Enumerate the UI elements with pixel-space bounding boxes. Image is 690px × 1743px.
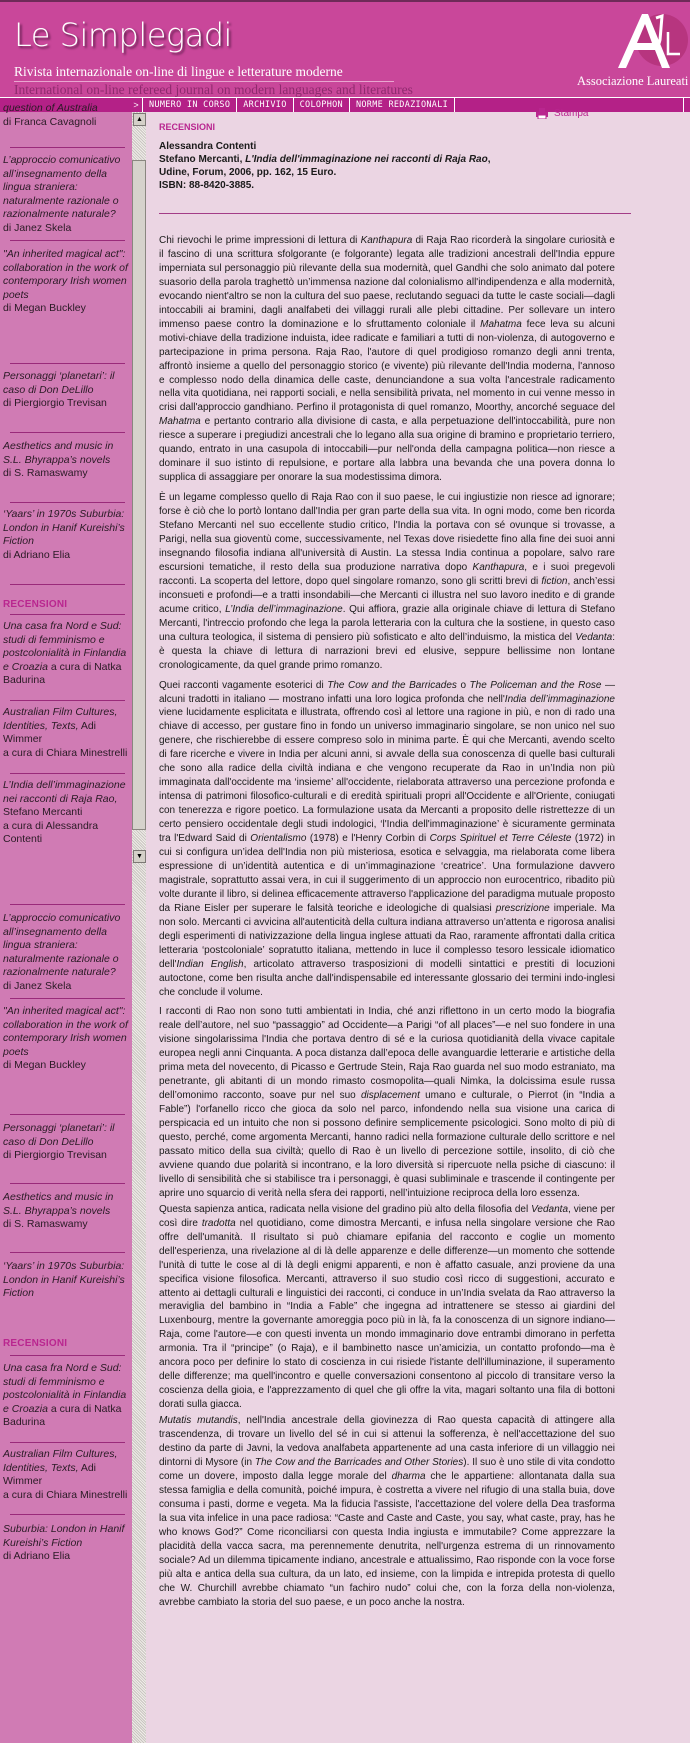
sidebar-divider xyxy=(10,584,125,585)
sidebar-divider xyxy=(10,1442,125,1443)
paragraph: Questa sapienza antica, radicata nella visione del gradino più alto della filosofia del Vedanta, viene per così dire tradotta nel quotidiano, come dimostra Mercanti, e infusa nella singolare versione che Rao offre dell'umanità. Il risultato si può chiamare epifania del racconto e coglie un momento dell'esperienza, una rivelazione al di là delle apparenze e delle differenze—un momento che sottende l'unità di tutte le cose al di là degli enigmi apparenti, e non è affatto casuale, anzi proviene da una specifica visione filosofica. Mercanti, attraverso il suo studio così ricco di suggestioni, accurato e attento ai dettagli culturali e linguistici dei racconti, ci conduce in un’India svelata da Rao attraverso la meraviglia del bambino in “India a Fable” che ingegna ad intrattenere se stesso ai giardini del Luxenbourg, mentre la governante amoreggia poco più in là, fa la conoscenza di un signore indiano—Raja, come l'autore—e con questi inventa un mondo immaginario dove entrambi dimorano in perfetta armonia. Tra il “principe” (o Raja), e il bambinetto nasce un’amicizia, un contatto profondo—ma è ancora poco per definire lo stato di coscienza in cui risiede l'istante dell'illuminazione, il superamento delle differenze; ma quell'incontro e quelle conversazioni consentono al piccolo di transitare verso la coscienza della gioia, e l'apprezzamento di quel che gli offre la vita, magari soltanto una fila di bottoni dorati sulla giacca. xyxy=(159,1203,615,1411)
sidebar-article[interactable]: ‘Yaars’ in 1970s Suburbia: London in Hanif Kureishi’s Fiction xyxy=(3,1260,125,1299)
sidebar-divider xyxy=(10,502,125,503)
sidebar-divider xyxy=(10,363,125,364)
sidebar-divider xyxy=(10,1114,125,1115)
sidebar-divider xyxy=(10,432,125,433)
sidebar-review-current[interactable]: L’India dell’immaginazione nei racconti di Raja Rao, Stefano Mercanti a cura di Alessandra Contenti xyxy=(3,779,126,845)
publication-info: Udine, Forum, 2006, pp. 162, 15 Euro. xyxy=(159,167,337,178)
site-subtitle-italian: Rivista internazionale on-line di lingue e letterature moderne xyxy=(14,64,343,79)
scrollbar-thumb[interactable] xyxy=(132,160,146,830)
arrow-down-icon: ▼ xyxy=(136,853,143,860)
sidebar-article[interactable]: "An inherited magical act": collaboration in the work of contemporary Irish women poets di Megan Buckley xyxy=(3,248,128,314)
sidebar-article[interactable]: ‘Yaars’ in 1970s Suburbia: London in Hanif Kureishi’s Fiction di Adriano Elia xyxy=(3,508,125,561)
sidebar-divider xyxy=(10,998,125,999)
sidebar xyxy=(0,102,132,1743)
sidebar-article[interactable]: Aesthetics and music in S.L. Bhyrappa’s novels di S. Ramaswamy xyxy=(3,440,114,479)
article-content xyxy=(146,108,690,1743)
section-label: RECENSIONI xyxy=(159,122,216,132)
sidebar-divider xyxy=(10,904,125,905)
sidebar-article[interactable]: L’approccio comunicativo all’insegnamento della lingua straniera: naturalmente razionale o razionalmente naturale? di Janez Skela xyxy=(3,912,121,992)
book-reference: Stefano Mercanti, L'India dell'immaginazione nei racconti di Raja Rao, xyxy=(159,154,491,165)
ail-logo-icon[interactable] xyxy=(612,10,688,70)
review-body xyxy=(159,234,615,1615)
arrow-up-icon: ▲ xyxy=(136,116,143,123)
sidebar-reviews-heading[interactable]: RECENSIONI xyxy=(3,599,68,610)
paragraph: Chi rievochi le prime impressioni di lettura di Kanthapura di Raja Rao ricorderà la singolare curiosità e il fascino di una scrittura sfolgorante (e folgorante) legata alle tradizioni ancestrali dell'India eppure imperniata sul personaggio più rilevante della sua modernità, quel Gandhi che solo animato dal potere suasorio della parola traghettò un’immensa nazione dal colonialismo all'indipendenza e alla modernità, evocando nient'altro se non la cultura del suo paese, reclutando seguaci da tutte le caste sociali—dagli intoccabili ai bramini, dagli analfabeti dei villaggi rurali alle plebi cittadine. Per sollevare un intero immenso paese contro la dominazione e lo sfruttamento coloniale il Mahatma fece leva su alcuni motivi-chiave della tradizione induista, idee radicate e familiari a tutti di non-violenza, di autogoverno e partecipazione in prima persona. Raja Rao, l'autore di quel prodigioso romanzo degli anni trenta, affrontò insieme a quello del personaggio storico (e vivente) più rilevante dell'India moderna, l'annoso e complesso nodo della dinamica delle caste, denunciandone a sua volta l'ancestrale radicamento nella vita quotidiana, nei rapporti sociali, e nella sensibilità privata, nel momento in cui venne messo in crisi dall'approccio gandhiano. Perfino il protagonista di quel romanzo, Moorthy, ancorché seguace del Mahatma e pertanto contrario alla divisione di casta, e alla perpetuazione dell'intoccabilità, pure non riesce a superare i pregiudizi ancestrali che lo legano alla sua origine di bramino e proprietario terriero, quando, entrato in una casupola di intoccabili—pur nell'onda della campagna politica—non riesce a dominare il suo istinto di repulsione, e portare alla labbra una bevanda che una povera donna lo supplica di assaggiare per onorare la sua modestissima dimora. xyxy=(159,235,615,484)
sidebar-review[interactable]: Australian Film Cultures, Identities, Texts, Adi Wimmer a cura di Chiara Minestrelli xyxy=(3,706,128,759)
nav-archivio[interactable]: ARCHIVIO xyxy=(237,98,293,112)
scroll-up-button[interactable] xyxy=(133,113,146,126)
sidebar-article[interactable]: question of Australia di Franca Cavagnoli xyxy=(3,102,98,128)
sidebar-article[interactable]: Suburbia: London in Hanif Kureishi’s Fiction di Adriano Elia xyxy=(3,1523,125,1562)
citation-divider xyxy=(159,213,631,214)
sidebar-article[interactable]: "An inherited magical act": collaboration in the work of contemporary Irish women poets di Megan Buckley xyxy=(3,1005,128,1071)
sidebar-divider xyxy=(10,1183,125,1184)
sidebar-divider xyxy=(10,147,125,148)
nav-expand-arrow[interactable]: > xyxy=(130,98,143,112)
sidebar-divider xyxy=(10,700,125,701)
sidebar-article[interactable]: Personaggi ‘planetari’: il caso di Don DeLillo di Piergiorgio Trevisan xyxy=(3,370,115,409)
sidebar-divider xyxy=(10,1252,125,1253)
sidebar-article[interactable]: Personaggi ‘planetari’: il caso di Don DeLillo di Piergiorgio Trevisan xyxy=(3,1122,115,1161)
paragraph: I racconti di Rao non sono tutti ambientati in India, ché anzi riflettono in un certo modo la biografia reale dell’autore, nel suo “passaggio” ad Occidente—a Parigi “of all places”—e nel suo fondere in una visione singolarissima l'India che portava dentro di sé e la curiosa quotidianità della vivace capitale europea negli anni Cinquanta. A poca distanza dall’epoca delle avanguardie letterarie e artistiche della prima meta del novecento, di Picasso e Gertrude Stein, Raja Rao guarda nel suo modo estraniato, ma penetrante, gli abitanti di un mondo rimasto cosmopolita—quali Nimka, la dolcissima esule russa dell’omonimo racconto, soave pur nel suo displacement umano e culturale, o Pierrot (in “India a Fable”) l'orfanello ricco che gioca da solo nel parco, infondendo nella sua visione una carica di perspicacia ed un intuito che non si possono definire semplicemente psicologici. Sono molto di più di questo, perché, come argomenta Mercanti, hanno radici nella formazione culturale dello scrittore e nel passato mitico della sua civiltà; quello di Rao è un livello di percezione sottile, insolito, di ciò che avviene quando due polarità si incontrano, e la loro diversità si ripercuote nella psiche di ciascuno: il livello di sensibilità che si stabilisce tra i personaggi, è quasi subliminale e trascende il contingente per aprire uno squarcio di verità nella sfera dei rapporti, nell’intuizione reciproca della loro essenza. xyxy=(159,1006,615,1199)
sidebar-divider xyxy=(10,240,125,241)
review-citation xyxy=(159,140,491,192)
nav-numero-in-corso[interactable]: NUMERO IN CORSO xyxy=(143,98,237,112)
sidebar-divider xyxy=(10,773,125,774)
association-name: Associazione Laureati xyxy=(577,74,689,88)
sidebar-article[interactable]: L’approccio comunicativo all’insegnamento della lingua straniera: naturalmente razionale o razionalmente naturale? di Janez Skela xyxy=(3,154,121,234)
sidebar-reviews-heading[interactable]: RECENSIONI xyxy=(3,1338,68,1349)
nav-colophon[interactable]: COLOPHON xyxy=(294,98,350,112)
sidebar-review[interactable]: Australian Film Cultures, Identities, Texts, Adi Wimmer a cura di Chiara Minestrelli xyxy=(3,1448,128,1501)
sidebar-review[interactable]: Una casa fra Nord e Sud: studi di femminismo e postcolonialità in Finlandia e Croazia a cura di Natka Badurina xyxy=(3,1362,127,1428)
reviewer-name: Alessandra Contenti xyxy=(159,141,257,152)
isbn: ISBN: 88-8420-3885. xyxy=(159,180,255,191)
scroll-down-button[interactable] xyxy=(133,850,146,863)
paragraph: È un legame complesso quello di Raja Rao con il suo paese, le cui ingiustizie non riesce ad ignorare; forse è ciò che lo portò lontano dall'India per gran parte della sua vita. In ogni modo, come ben ricorda Stefano Mercanti nel suo eccellente studio critico, l'India la portava con sé ovunque si trovasse, a Parigi, nella sua gioventù come, successivamente, nel Texas dove risiedette fino alla fine dei suoi anni insegnando filosofia indiana all'università di Austin. La stessa India continua a popolare, salvo rare escursioni tematiche, il resto della sua produzione narrativa dopo Kanthapura, e i suoi pregevoli racconti. La scoperta del lettore, dopo quel singolare romanzo, sono gli scritti brevi di fiction, anch’essi inconsueti e profondi—e a tratti insondabili—che Mercanti ci illustra nel suo lavoro inedito e di grande acume critico, L’India dell’immaginazione. Qui affiora, grazie alla originale chiave di lettura di Stefano Mercanti, l'intreccio profondo che lega la parola letteraria con la cultura che la sostiene, in questo caso una cultura teologica, il sistema di pensiero più sofisticato e alto dell’induismo, la mistica del Vedanta: è questa la chiave di lettura di narrazioni brevi ed elusive, seppure bellissime non lontane cronologicamente, da quel grande primo romanzo. xyxy=(159,492,616,671)
print-button[interactable]: Stampa xyxy=(536,108,588,119)
sidebar-article[interactable]: Aesthetics and music in S.L. Bhyrappa’s novels di S. Ramaswamy xyxy=(3,1191,114,1230)
printer-icon xyxy=(536,108,548,119)
site-title[interactable]: Le Simplegadi xyxy=(14,16,232,54)
nav-divider xyxy=(683,98,684,112)
sidebar-divider xyxy=(10,1355,125,1356)
sidebar-review[interactable]: Una casa fra Nord e Sud: studi di femminismo e postcolonialità in Finlandia e Croazia a cura di Natka Badurina xyxy=(3,620,127,686)
nav-norme-redazionali[interactable]: NORME REDAZIONALI xyxy=(350,98,455,112)
sidebar-divider xyxy=(10,614,125,615)
sidebar-divider xyxy=(10,1514,125,1515)
paragraph: Mutatis mutandis, nell'India ancestrale della giovinezza di Rao questa capacità di attingere alla trascendenza, di trovare un livello del sé in cui si attenui la sofferenza, è nell'accettazione del suo destino da parte di Javni, la vedova analfabeta appartenente ad una casta inferiore di un villaggio nei dintorni di Mysore (in The Cow and the Barricades and Other Stories). Il suo è uno stile di vita condotto come un dovere, imposto dalla legge morale del dharma che le appartiene: allontanata dalla sua stessa famiglia e della comunità, poiché impura, è costretta a vivere nel rifugio di una stalla buia, dove consuma i pasti, dorme e vegeta. Ma la fiducia l'assiste, l'accettazione del volere della Dea trasforma la sua vita infelice in una pace radiosa: “Caste and Caste and Caste, you say, what caste, pray, has he who knows God?” Come riconciliarsi con questa India ingiusta e immutabile? Come apprezzare la placidità della vacca sacra, ma perennemente denutrita, nell'urgenza estrema di un rinnovamento sociale? Ad un dilemma tipicamente indiano, ancestrale e attualissimo, Rao risponde con la voce forse più alta e antica della sua cultura, da un lato, ed insieme, con la limpida e intrepida protesta di quello che W. Churchill avrebbe chiamato “un fachiro nudo” colui che, con la forza della non-violenza, avrebbe cambiato la storia del suo paese, e un poco anche la nostra. xyxy=(159,1415,616,1608)
site-header xyxy=(0,0,690,97)
paragraph: Quei racconti vagamente esoterici di The Cow and the Barricades o The Policeman and the Rose — alcuni tradotti in italiano — mostrano infatti una loro logica profonda che nell'India dell’immaginazione viene lucidamente esplicitata e illustrata, offrendo così al lettore una ragione in più, e non di rado una chiave di accesso, per gustare fino in fondo un universo immaginario singolare, se non unico nel suo genere, che rischierebbe di essere compreso solo in minima parte. È qui che Mercanti, avendo scelto di fare ricerche e vivere in India per alcuni anni, si avvale della sua conoscenza di quelle basi culturali che sono alla radice della civiltà indiana e che vengono recuperate da Rao in un’India non più immaginata dall'occidente ma ‘insieme’ all'occidente, rielaborata attraverso una percezione profonda e intensa di patrimoni filosofico-culturali e di eredità spirituali propri all'Occidente e all'Oriente, coniugati con tenerezza e rigore poetico. La formulazione usata da Mercanti a proposito delle ristrettezze di un certo pensiero occidentale degli studi indologici, ‘l'India dell'immaginazione’ è sicuramente germinata tra l'Edward Said di Orientalismo (1978) e l'Henry Corbin di Corps Spirituel et Terre Céleste (1972) in cui si configura un’idea dell'India non più misteriosa, esotica e selvaggia, ma rielaborata come libera espressione di un’identità autentica e di un’immaginazione ‘creatrice’. Una formulazione davvero magistrale, soprattutto assai vera, in cui il suggerimento di un approccio non eurocentrico, ribadito più volte durante il libro, si delinea efficacemente attraverso l'applicazione del paradigma mutuale proposto da Riane Eisler per superare le falsità teoriche e ideologiche di qualsiasi prescrizione imperiale. Ma non solo. Mercanti ci avvicina all'autenticità della cultura indiana attraverso un’attenta e rigorosa analisi degli esperimenti di nativizzazione della lingua inglese attuati da Rao, raramente affrontati dalla critica letteraria ‘postcoloniale’ sopratutto italiana, mettendo in luce il complesso tesoro lessicale idiomatico dell'Indian English, articolato attraverso trasposizioni di modelli sintattici e prestiti di locuzioni autoctone, come ben risulta anche dall'indispensabile ed interessante glossario dei termini indo-inglesi che conclude il volume. xyxy=(159,679,616,998)
site-subtitle-english: International on-line refereed journal on modern languages and literatures xyxy=(14,82,413,97)
